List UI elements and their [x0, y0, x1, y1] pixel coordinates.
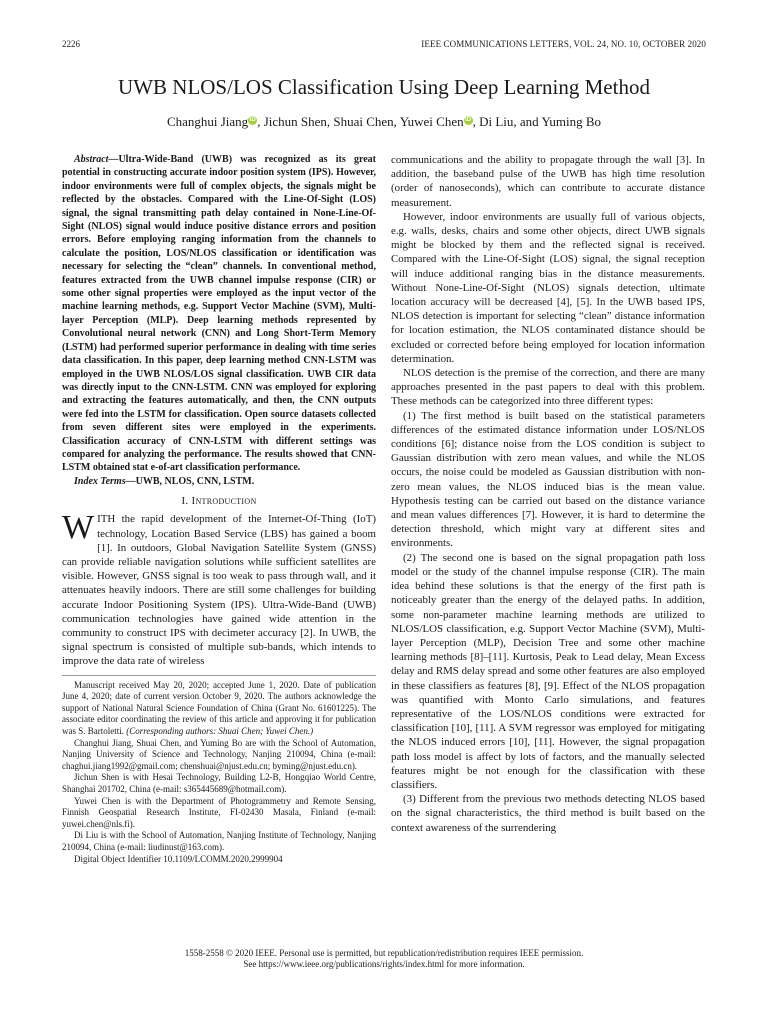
index-terms	[62, 475, 376, 488]
body-paragraph: (1) The first method is built based on the statistical parameters differences of the estimated distance information under LOS/NLOS conditions [6]; distance noise from the LOS condition is subject to Gaussian distribution with zero mean values, and while the NLOS occurs, the noise could be modeled as Gaussian distribution with non-zero mean values, the NLOS induced bias is the mean value. Hypothesis testing can be carried out based on the distance variance and mean values differences [7]. However, it is hard to determine the detection threshold, which might vary at different sites and environments.	[391, 409, 705, 550]
intro-paragraph	[62, 509, 376, 668]
section-heading	[62, 494, 376, 508]
paper-title: UWB NLOS/LOS Classification Using Deep Learning Method	[118, 75, 650, 99]
footnote-doi: Digital Object Identifier 10.1109/LCOMM.2020.2999904	[74, 853, 283, 864]
copyright-line: 1558-2558 © 2020 IEEE. Personal use is permitted, but republication/redistribution requires IEEE permission.	[184, 948, 584, 958]
journal-header: IEEE COMMUNICATIONS LETTERS, VOL. 24, NO. 10, OCTOBER 2020	[421, 39, 706, 49]
footnote-divider	[62, 675, 376, 676]
abstract-label: Abstract—	[74, 154, 119, 165]
footnote-affiliation: Changhui Jiang, Shuai Chen, and Yuming Bo are with the School of Automation, Nanjing University of Science and Technology, Nanjing 210094, China (e-mail: chaghui.jiang1992@gmail.com; chenshuai@njust.edu.cn; byming@njust.edu.cn).	[62, 737, 376, 771]
footnote-manuscript	[62, 680, 376, 738]
author-name: , Di Liu, and Yuming Bo	[472, 114, 602, 129]
section-numeral: I.	[181, 495, 192, 508]
author-name: Changhui Jiang	[166, 114, 249, 129]
body-paragraph: However, indoor environments are usually full of various objects, e.g. walls, desks, chairs and some other objects, direct UWB signals might be blocked by them and the reflected signal is received. Compared with the Line-Of-Sight (LOS) signal, the signal reception will induce additional ranging bias in the distance measurements. Without None-Line-Of-Sight (NLOS) signals detection, ultimate location accuracy will be decreased [4], [5]. In the UWB based IPS, NLOS detection is important for selecting “clean” distance information for location estimation, the NLOS contaminated distance should be excluded or corrected before being employed for location information determination.	[391, 210, 705, 365]
footnote-affiliation: Di Liu is with the School of Automation, Nanjing Institute of Technology, Nanjing 210094, China (e-mail: liudinust@163.com).	[62, 830, 376, 852]
section-title: Introduction	[191, 495, 257, 508]
orcid-icon[interactable]: iD	[465, 116, 472, 123]
copyright-footer	[62, 948, 706, 970]
body-paragraph: NLOS detection is the premise of the correction, and there are many approaches presented in the past papers to deal with this problem. These methods can be categorized into three different types:	[391, 367, 705, 408]
index-terms-text: UWB, NLOS, CNN, LSTM.	[135, 475, 255, 487]
body-paragraph: (3) Different from the previous two methods detecting NLOS based on the signal characteristics, the third method is built based on the context awareness of the surrendering	[391, 793, 705, 834]
intro-text: ITH the rapid development of the Internet-Of-Thing (IoT) technology, Location Based Service (LBS) has gained a boom [1]. In outdoors, Global Navigation Satellite System (GNSS) can provide reliable navigation solutions while sufficient satellites are visible. However, GNSS signal is too weak to pass through wall, and it attenuates heavily indoors. There are still some challenges for building accurate Indoor Positioning System (IPS). Ultra-Wide-Band (UWB) communication technologies have gained wide attention in the community to construct IPS with decimeter accuracy [2]. In UWB, the signal spectrum is consisted of multiple sub-bands, which intends to improve the data rate of wireless	[62, 513, 376, 668]
index-terms-label: Index Terms—	[74, 475, 136, 487]
footnote-corresponding: (Corresponding authors: Shuai Chen; Yuwei Chen.)	[126, 725, 314, 736]
footnote-text: Manuscript received May 20, 2020; accepted June 1, 2020. Date of publication June 4, 2020; date of current version October 9, 2020. The authors acknowledge the support of National Natural Science Foundation of China (Grant No. 61601225). The associate editor coordinating the review of this article and approving it for publication was S. Bartoletti.	[62, 679, 376, 736]
rights-link-line: See https://www.ieee.org/publications/rights/index.html for more information.	[243, 959, 525, 969]
orcid-icon[interactable]: iD	[249, 116, 256, 123]
left-column	[62, 153, 376, 865]
author-name: , Jichun Shen, Shuai Chen, Yuwei Chen	[257, 114, 464, 129]
right-column	[391, 153, 705, 835]
footnote-affiliation: Yuwei Chen is with the Department of Photogrammetry and Remote Sensing, Finnish Geospatial Research Institute, FI-02430 Masala, Finland (e-mail: yuwei.chen@nls.fi).	[62, 795, 376, 829]
page-number: 2226	[62, 39, 80, 49]
body-paragraph: (2) The second one is based on the signal propagation path loss model or the study of the channel impulse response (CIR). The main idea behind these solutions is that the energy of the first path is noticeably greater than the energy of the delayed paths. In addition, some non-parameter machine learning methods are utilized to NLOS/LOS classification, e.g. Support Vector Machine (SVM), Multi-layer Perception (MLP), Decision Tree and some other machine learning methods [8]–[11]. Kurtosis, Peak to Lead delay, Mean Excess delay and RMS delay spread and some other features are also employed in these classifiers as features [8], [9]. Effect of the NLOS propagation was quantified with Monto Carlo simulations, and features representative of the LOS/NLOS conditions were extracted for classification [10], [11]. A SVM regressor was employed for mitigating the NLOS induced errors [10], [11]. However, the signal propagation path loss model is affect by lots of factors, and the manually selected features might be not enough for the classification with these classifiers.	[391, 551, 705, 791]
abstract-text: Ultra-Wide-Band (UWB) was recognized as its great potential in constructing accurate indoor position system (IPS). However, indoor environments were full of complex objects, the signals might be reflected by the obstacles. Compared with the Line-Of-Sight (LOS) signal, the signal transmitting path delay contained in None-Line-Of-Sight (NLOS) signal would induce positive distance errors and position errors. Before employing ranging information from the channels to calculate the position, LOS/NLOS classification or identification was necessary for selecting the “clean” channels. In conventional method, features extracted from the UWB channel impulse response (CIR) or some other signal properties were employed as the input vector of the machine learning methods, e.g. Support Vector Machine (SVM), Multi-layer Perception (MLP). Deep learning methods represented by Convolutional neural network (CNN) and Long Short-Term Memory (LSTM) had performed superior performance in dealing with time series data classification. In this paper, deep learning method CNN-LSTM was employed in the UWB NLOS/LOS signal classification. UWB CIR data was directly input to the CNN-LSTM. CNN was employed for exploring and extracting the features automatically, and then, the CNN outputs were fed into the LSTM for classification. Open source datasets collected from seven different sites were employed in the experiments. Classification accuracy of CNN-LSTM with different settings was compared for analyzing the performance. The results showed that CNN-LSTM obtained stat e-of-art classification performance.	[62, 154, 376, 474]
abstract	[62, 153, 376, 475]
author-list	[62, 114, 706, 130]
drop-cap: W	[62, 509, 95, 547]
footnote-affiliation: Jichun Shen is with Hesai Technology, Building L2-B, Hongqiao World Centre, Shanghai 201702, China (e-mail: s365445689@hotmail.com).	[62, 772, 376, 794]
body-paragraph: communications and the ability to propagate through the wall [3]. In addition, the baseband pulse of the UWB has high time resolution (order of nanoseconds), which can contribute to accurate distance measurement.	[391, 154, 705, 209]
